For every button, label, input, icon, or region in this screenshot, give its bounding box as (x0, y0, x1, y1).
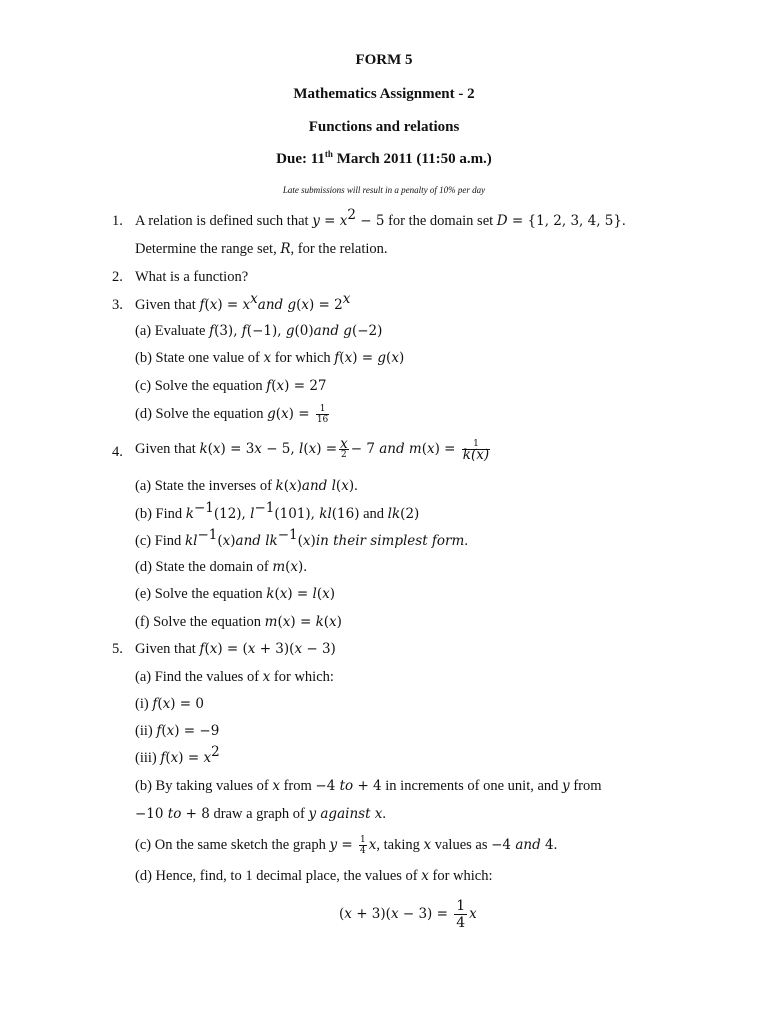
q1-line1: A relation is defined such that $y = x^2 - 5$ for the domain set D = {1, 2, 3, 4, 5}. (135, 207, 626, 229)
q4-intro: Given that k(x) = 3x − 5, l(x) = $\frac{x}{2}$ − 7 and m(x) = $\frac{1}{k(x)}$ (135, 436, 490, 463)
q3-intro: Given that $f(x) = x^xand$ $g(x) = 2^x$ (135, 291, 351, 313)
question-number: 4. (112, 444, 123, 460)
q5-intro: Given that f(x) = (x + 3)(x − 3) (135, 641, 336, 657)
q1-line2: Determine the range set, R, for the relation. (135, 241, 388, 257)
q2-text: What is a function? (135, 269, 249, 285)
q5-part-b-line2: −10 to + 8 draw a graph of y against x. (135, 806, 387, 822)
q4-part-b: (b) Find $k^{-1}(12)$, $l^{-1}(101)$, kl(16) and lk(2) (135, 500, 420, 522)
q4-part-a: (a) State the inverses of k(x)and l(x). (135, 478, 358, 494)
q4-part-f: (f) Solve the equation m(x) = k(x) (135, 614, 342, 630)
q5-part-b-line1: (b) By taking values of x from −4 to + 4 in increments of one unit, and y from (135, 778, 602, 794)
q5-part-a-ii: (ii) f(x) = −9 (135, 723, 220, 739)
q3-part-a: (a) Evaluate f(3), f(−1), g(0)and g(−2) (135, 323, 383, 339)
due-date: Due: 11th March 2011 (11:50 a.m.) (276, 149, 492, 167)
q5-equation: (x + 3)(x − 3) = $\frac{1}{4}$ x (339, 898, 477, 931)
assignment-title: Mathematics Assignment - 2 (293, 86, 475, 102)
q5-part-c: (c) On the same sketch the graph y = $\frac{1}{4}$ x, taking x values as −4 and 4. (135, 835, 558, 856)
q3-part-d: (d) Solve the equation g(x) = $\frac{1}{16}$ (135, 404, 329, 425)
question-number: 1. (112, 213, 123, 229)
q3-part-c: (c) Solve the equation f(x) = 27 (135, 378, 327, 394)
q4-part-c: (c) Find $kl^{-1}(x)and$ $lk^{-1}(x)in$ their simplest form. (135, 527, 468, 549)
form-heading: FORM 5 (355, 52, 413, 68)
q5-part-a-iii: (iii) $f(x) = x^2$ (135, 744, 220, 766)
topic-title: Functions and relations (308, 119, 460, 135)
q3-part-b: (b) State one value of x for which f(x) = g(x) (135, 350, 405, 366)
question-number: 5. (112, 641, 123, 657)
q5-part-a: (a) Find the values of x for which: (135, 669, 334, 685)
q5-part-d: (d) Hence, find, to 1 decimal place, the values of x for which: (135, 868, 493, 884)
q4-part-d: (d) State the domain of m(x). (135, 559, 307, 575)
late-penalty-note: Late submissions will result in a penalty of 10% per day (282, 185, 486, 195)
q5-part-a-i: (i) f(x) = 0 (135, 696, 204, 712)
question-number: 2. (112, 269, 123, 285)
question-number: 3. (112, 297, 123, 313)
q4-part-e: (e) Solve the equation k(x) = l(x) (135, 586, 336, 602)
